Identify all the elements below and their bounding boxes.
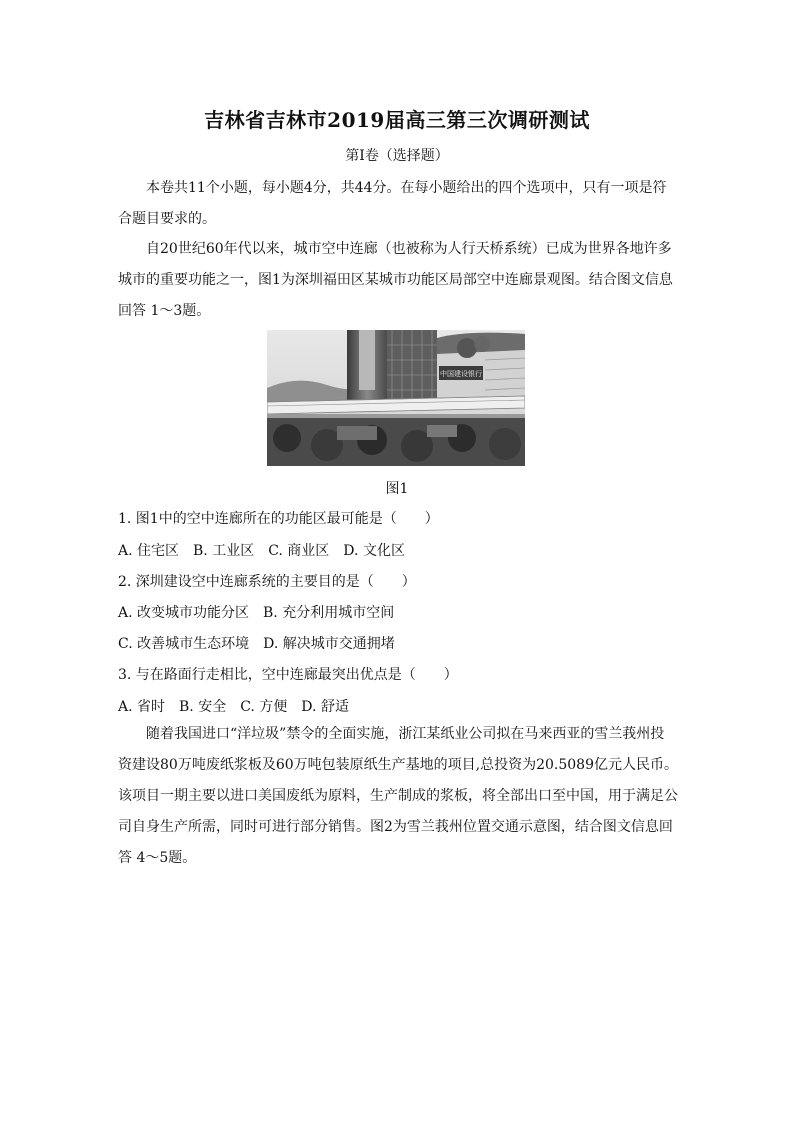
figure-1-photo (267, 330, 525, 466)
question-2-options-ab: A. 改变城市功能分区 B. 充分利用城市空间 (118, 605, 395, 621)
question-1-options: A. 住宅区 B. 工业区 C. 商业区 D. 文化区 (118, 543, 405, 559)
question-2-stem: 2. 深圳建设空中连廊系统的主要目的是（ ） (118, 574, 416, 590)
exam-title: 吉林省吉林市2019届高三第三次调研测试 (204, 108, 590, 132)
question-1-stem: 1. 图1中的空中连廊所在的功能区最可能是（ ） (118, 511, 439, 527)
section-heading: 第Ⅰ卷（选择题） (345, 148, 449, 164)
figure-1-caption: 图1 (385, 481, 409, 497)
question-3-stem: 3. 与在路面行走相比，空中连廊最突出优点是（ ） (118, 667, 458, 683)
question-2-options-cd: C. 改善城市生态环境 D. 解决城市交通拥堵 (118, 636, 395, 652)
bank-sign-text: 中国建设银行 (440, 370, 482, 378)
intro-paragraph: 本卷共11个小题，每小题4分，共44分。在每小题给出的四个选项中，只有一项是符合题目要求的。 (118, 180, 667, 227)
passage-2: 随着我国进口“洋垃圾”禁令的全面实施，浙江某纸业公司拟在马来西亚的雪兰莪州投资建设80万吨废纸浆板及60万吨包装原纸生产基地的项目,总投资为20.5089亿元人民币。该项目一期主要以进口美国废纸为原料，生产制成的浆板，将全部出口至中国，用于满足公司自身生产所需，同时可进行部分销售。图2为雪兰莪州位置交通示意图，结合图文信息回答 4～5题。 (118, 726, 678, 866)
question-3-options: A. 省时 B. 安全 C. 方便 D. 舒适 (118, 699, 349, 715)
passage-1: 自20世纪60年代以来，城市空中连廊（也被称为人行天桥系统）已成为世界各地许多城市的重要功能之一，图1为深圳福田区某城市功能区局部空中连廊景观图。结合图文信息回答 1～3题。 (118, 241, 673, 319)
